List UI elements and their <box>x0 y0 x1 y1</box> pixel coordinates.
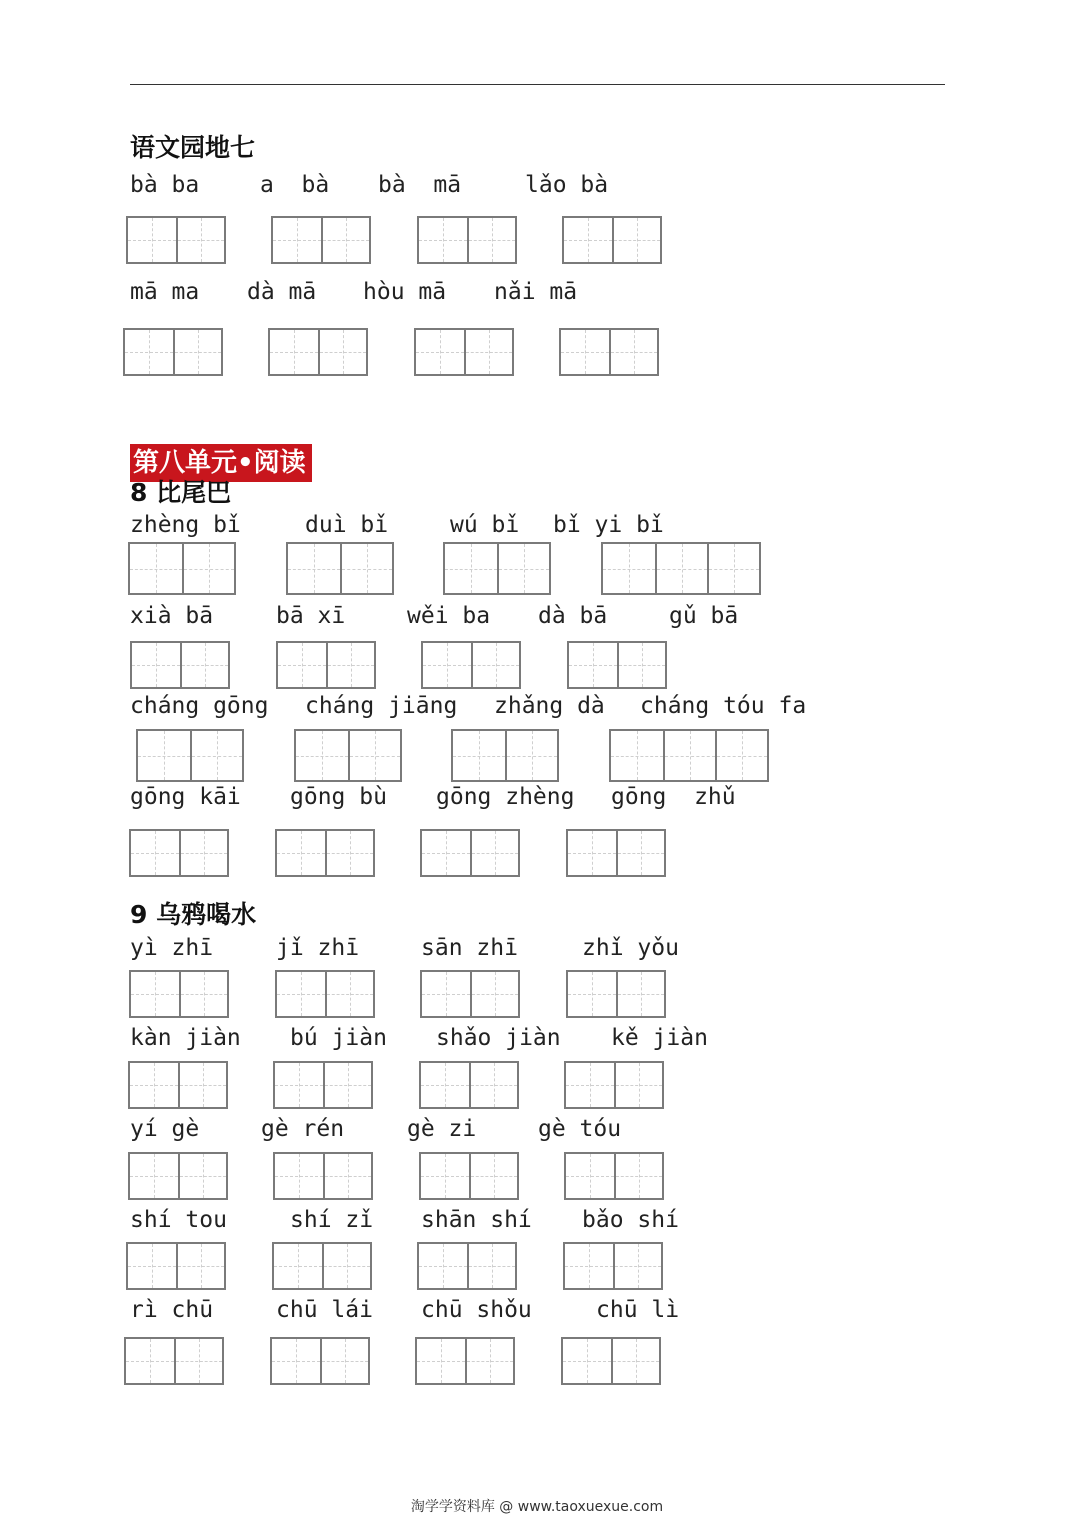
writing-grid[interactable] <box>294 729 402 782</box>
writing-grid[interactable] <box>417 216 517 264</box>
pinyin-word: gǔ bā <box>669 603 739 629</box>
writing-grid[interactable] <box>270 1337 370 1385</box>
writing-grid[interactable] <box>601 542 761 595</box>
writing-grid[interactable] <box>564 1061 664 1109</box>
writing-grid[interactable] <box>275 970 375 1018</box>
writing-grid[interactable] <box>275 829 375 877</box>
pinyin-word: kàn jiàn <box>130 1025 241 1051</box>
pinyin-word: shān shí <box>421 1207 532 1233</box>
writing-grid[interactable] <box>567 641 667 689</box>
writing-grid[interactable] <box>421 641 521 689</box>
pinyin-word: shí zǐ <box>290 1207 374 1233</box>
writing-grid[interactable] <box>443 542 551 595</box>
pinyin-word: wú bǐ <box>450 512 520 538</box>
pinyin-word: bà mā <box>378 172 462 198</box>
writing-grid[interactable] <box>123 328 223 376</box>
writing-grid[interactable] <box>128 1152 228 1200</box>
writing-grid[interactable] <box>609 729 769 782</box>
pinyin-word: mā ma <box>130 279 200 305</box>
pinyin-word: cháng tóu fa <box>640 693 807 719</box>
writing-grid[interactable] <box>273 1061 373 1109</box>
pinyin-word: dà bā <box>538 603 608 629</box>
writing-grid[interactable] <box>451 729 559 782</box>
writing-grid[interactable] <box>414 328 514 376</box>
pinyin-word: bā xī <box>276 603 346 629</box>
pinyin-word: chū lái <box>276 1297 373 1323</box>
pinyin-word: bǐ yi bǐ <box>553 512 664 538</box>
writing-grid[interactable] <box>273 1152 373 1200</box>
pinyin-word: gōng kāi <box>130 784 241 810</box>
writing-grid[interactable] <box>130 641 230 689</box>
writing-grid[interactable] <box>415 1337 515 1385</box>
pinyin-word: rì chū <box>130 1297 214 1323</box>
writing-grid[interactable] <box>286 542 394 595</box>
lesson-heading-9: 9 乌鸦喝水 <box>130 900 257 929</box>
pinyin-word: jǐ zhī <box>276 935 360 961</box>
pinyin-word: kě jiàn <box>611 1025 708 1051</box>
writing-grid[interactable] <box>566 829 666 877</box>
writing-grid[interactable] <box>563 1242 663 1290</box>
writing-grid[interactable] <box>272 1242 372 1290</box>
writing-grid[interactable] <box>420 829 520 877</box>
pinyin-word: gōng bù <box>290 784 387 810</box>
writing-grid[interactable] <box>268 328 368 376</box>
pinyin-word: lǎo bà <box>525 172 609 198</box>
writing-grid[interactable] <box>129 970 229 1018</box>
pinyin-word: zhǐ yǒu <box>582 935 679 961</box>
lesson-heading-8: 8 比尾巴 <box>130 478 232 507</box>
writing-grid[interactable] <box>419 1061 519 1109</box>
pinyin-word: gè zi <box>407 1116 477 1142</box>
writing-grid[interactable] <box>417 1242 517 1290</box>
pinyin-word: dà mā <box>247 279 317 305</box>
pinyin-word: gè tóu <box>538 1116 622 1142</box>
pinyin-word: cháng jiāng <box>305 693 458 719</box>
writing-grid[interactable] <box>128 1061 228 1109</box>
pinyin-word: bà ba <box>130 172 200 198</box>
pinyin-word: shǎo jiàn <box>436 1025 561 1051</box>
writing-grid[interactable] <box>562 216 662 264</box>
writing-grid[interactable] <box>419 1152 519 1200</box>
writing-grid[interactable] <box>129 829 229 877</box>
pinyin-word: bú jiàn <box>290 1025 387 1051</box>
writing-grid[interactable] <box>271 216 371 264</box>
pinyin-word: nǎi mā <box>494 279 578 305</box>
pinyin-word: bǎo shí <box>582 1207 679 1233</box>
writing-grid[interactable] <box>564 1152 664 1200</box>
pinyin-word: gè rén <box>261 1116 345 1142</box>
section-heading-yuwen: 语文园地七 <box>130 133 256 162</box>
writing-grid[interactable] <box>566 970 666 1018</box>
writing-grid[interactable] <box>136 729 244 782</box>
pinyin-word: yí gè <box>130 1116 200 1142</box>
writing-grid[interactable] <box>276 641 376 689</box>
pinyin-word: zhǎng dà <box>494 693 605 719</box>
pinyin-word: shí tou <box>130 1207 227 1233</box>
writing-grid[interactable] <box>126 1242 226 1290</box>
writing-grid[interactable] <box>124 1337 224 1385</box>
top-rule <box>130 84 945 85</box>
pinyin-word: gōng zhèng <box>436 784 575 810</box>
pinyin-word: xià bā <box>130 603 214 629</box>
pinyin-word: cháng gōng <box>130 693 269 719</box>
page-footer: 淘学学资料库 @ www.taoxuexue.com <box>410 1499 664 1515</box>
pinyin-word: zhèng bǐ <box>130 512 241 538</box>
writing-grid[interactable] <box>128 542 236 595</box>
pinyin-word: sān zhī <box>421 935 518 961</box>
unit-banner: 第八单元•阅读 <box>130 444 312 482</box>
pinyin-word: hòu mā <box>363 279 447 305</box>
pinyin-word: gōng zhǔ <box>611 784 736 810</box>
pinyin-word: wěi ba <box>407 603 491 629</box>
writing-grid[interactable] <box>126 216 226 264</box>
writing-grid[interactable] <box>420 970 520 1018</box>
writing-grid[interactable] <box>559 328 659 376</box>
pinyin-word: duì bǐ <box>305 512 389 538</box>
pinyin-word: chū lì <box>596 1297 680 1323</box>
writing-grid[interactable] <box>561 1337 661 1385</box>
pinyin-word: yì zhī <box>130 935 214 961</box>
pinyin-word: chū shǒu <box>421 1297 532 1323</box>
pinyin-word: a bà <box>260 172 330 198</box>
